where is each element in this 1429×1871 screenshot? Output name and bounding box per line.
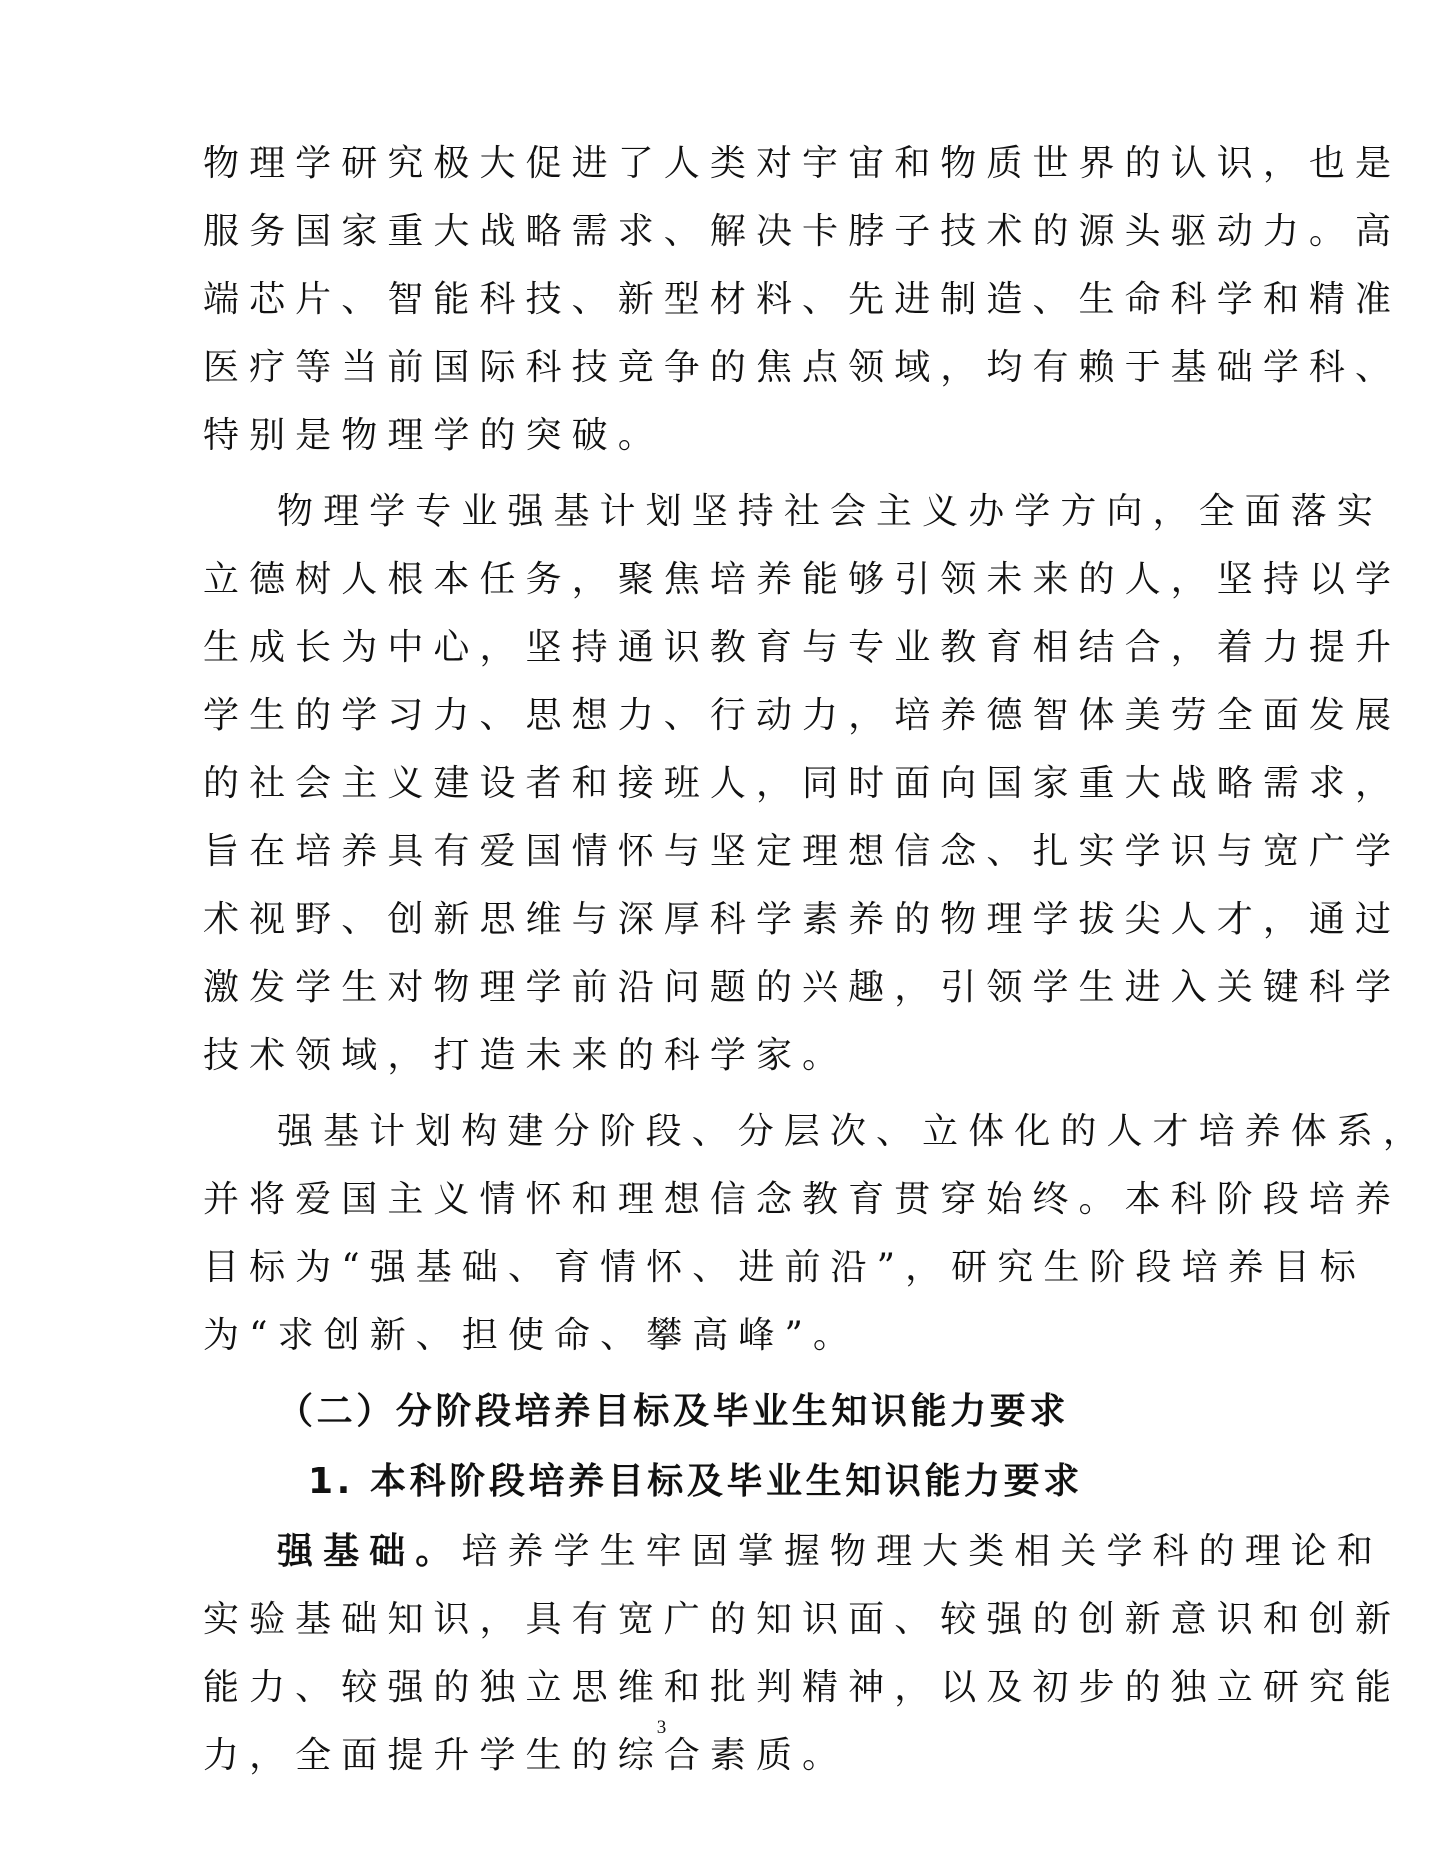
- text-line: 能力、较强的独立思维和批判精神，以及初步的独立研究能: [203, 1667, 1402, 1708]
- text-line: 生成长为中心，坚持通识教育与专业教育相结合，着力提升: [203, 627, 1402, 668]
- text-line: 激发学生对物理学前沿问题的兴趣，引领学生进入关键科学: [203, 967, 1402, 1008]
- page-number: 3: [656, 1717, 667, 1738]
- text-line: [277, 1520, 1383, 1584]
- text-line: 服务国家重大战略需求、解决卡脖子技术的源头驱动力。高: [203, 211, 1402, 252]
- section-heading: （二）分阶段培养目标及毕业生知识能力要求: [277, 1391, 1070, 1432]
- text-line: 的社会主义建设者和接班人，同时面向国家重大战略需求，: [203, 763, 1402, 804]
- text-line: 特别是物理学的突破。: [203, 415, 664, 456]
- text-line: 并将爱国主义情怀和理想信念教育贯穿始终。本科阶段培养: [203, 1179, 1402, 1220]
- text-line: 为“求创新、担使命、攀高峰”。: [203, 1315, 860, 1356]
- text-line: 目标为“强基础、育情怀、进前沿”，研究生阶段培养目标: [203, 1247, 1366, 1288]
- text-line: 力，全面提升学生的综合素质。: [203, 1735, 849, 1776]
- text-line: 学生的学习力、思想力、行动力，培养德智体美劳全面发展: [203, 695, 1402, 736]
- text-line: 立德树人根本任务，聚焦培养能够引领未来的人，坚持以学: [203, 559, 1402, 600]
- text-span: 培养学生牢固掌握物理大类相关学科的理论和: [461, 1531, 1383, 1572]
- text-line: 旨在培养具有爱国情怀与坚定理想信念、扎实学识与宽广学: [203, 831, 1402, 872]
- text-line: 物理学研究极大促进了人类对宇宙和物质世界的认识，也是: [203, 143, 1402, 184]
- text-line: 术视野、创新思维与深厚科学素养的物理学拔尖人才，通过: [203, 899, 1402, 940]
- text-line: 物理学专业强基计划坚持社会主义办学方向，全面落实: [277, 491, 1383, 532]
- text-line: 医疗等当前国际科技竞争的焦点领域，均有赖于基础学科、: [203, 347, 1402, 388]
- bold-lead-term: 强基础。: [277, 1531, 462, 1572]
- subsection-heading: 1. 本科阶段培养目标及毕业生知识能力要求: [308, 1461, 1083, 1502]
- text-line: 实验基础知识，具有宽广的知识面、较强的创新意识和创新: [203, 1599, 1402, 1640]
- text-line: 端芯片、智能科技、新型材料、先进制造、生命科学和精准: [203, 279, 1402, 320]
- text-line: 技术领域，打造未来的科学家。: [203, 1035, 849, 1076]
- text-line: 强基计划构建分阶段、分层次、立体化的人才培养体系，: [277, 1111, 1429, 1152]
